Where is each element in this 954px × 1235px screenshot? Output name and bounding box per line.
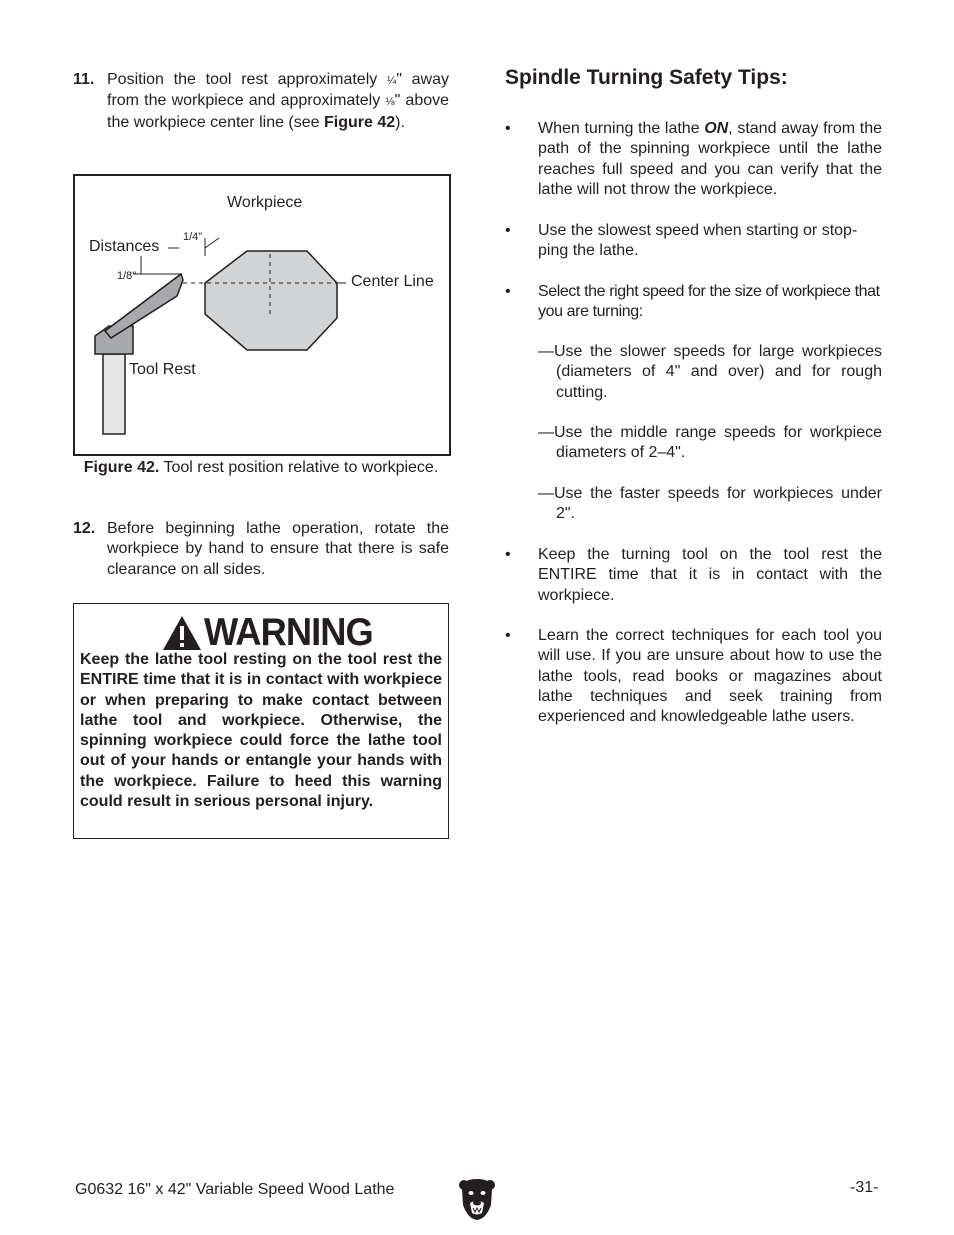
tip-text-part: When turning the lathe (538, 120, 705, 137)
bear-logo-icon (458, 1177, 496, 1226)
step-text: Before beginning lathe operation, rotate the workpiece by hand to ensure that there is safe clearance on all sides. (107, 520, 449, 578)
page-number: -31- (850, 1179, 879, 1196)
sub-tip: —Use the faster speeds for workpieces under 2". (538, 485, 882, 523)
workpiece-label: Workpiece (227, 194, 303, 211)
caption-label: Figure 42. (83, 459, 160, 476)
caption-text: Tool rest position relative to workpiece. (159, 459, 439, 476)
footer-model: G0632 16" x 42" Variable Speed Wood Lathe (75, 1181, 395, 1198)
bullet-icon: • (505, 222, 511, 239)
figure-42 (73, 174, 451, 456)
tool-rest-arm (105, 274, 183, 338)
bullet-icon: • (505, 627, 511, 644)
tip-bullet (505, 545, 882, 606)
figure-caption (73, 458, 449, 478)
sub-tip: —Use the middle range speeds for workpiece diameters of 2–4". (538, 424, 882, 462)
step-number: 11. (73, 71, 95, 88)
tip-text: Use the slowest speed when starting or stop-ping the lathe. (538, 222, 858, 260)
step-11 (73, 70, 449, 133)
step-text-part: " away from the workpiece and approximately (107, 71, 449, 110)
quarter-dim-tick (205, 238, 219, 248)
workpiece-octagon (205, 251, 337, 350)
tip-bullet (505, 282, 882, 323)
step-number: 12. (73, 520, 96, 537)
step-text-part: Position the tool rest approximately (107, 71, 388, 88)
on-emphasis: ON (704, 120, 729, 137)
bullet-icon: • (505, 546, 511, 563)
safety-tips-section (505, 66, 882, 90)
tool-rest-diagram (75, 176, 449, 454)
fraction-quarter: ¼ (387, 75, 397, 87)
tip-text: Learn the correct techniques for each tool you will use. If you are unsure about how to use the lathe tools, read books or magazines about lathe techniques and seek training from experienced and knowledgeable lathe users. (538, 627, 882, 726)
tip-text (538, 119, 882, 200)
tip-text: Keep the turning tool on the tool rest the ENTIRE time that it is in contact with the workpiece. (538, 546, 882, 604)
step-text-part: ). (395, 113, 405, 131)
step-12 (73, 519, 449, 580)
eighth-inch-label: 1/8" (117, 270, 137, 282)
center-line-label: Center Line (351, 273, 434, 290)
tip-text-part: , stand away from the path of the spinning workpiece until the lathe reaches full speed and you can verify that the lathe will not throw the workpiece. (538, 120, 882, 198)
warning-triangle-icon (162, 615, 202, 651)
tool-rest-post (103, 354, 125, 434)
quarter-inch-label: 1/4" (183, 231, 203, 243)
step-text-part: " above the workpiece center line (see (107, 92, 450, 131)
section-heading: Spindle Turning Safety Tips: (505, 66, 788, 89)
fraction-eighth: ⅛ (385, 96, 395, 109)
tip-bullet (505, 626, 882, 727)
distances-label: Distances (89, 238, 160, 255)
tip-text: Select the right speed for the size of workpiece that you are turning: (538, 283, 880, 321)
tool-rest-label: Tool Rest (129, 361, 196, 378)
warning-body: Keep the lathe tool resting on the tool rest the ENTIRE time that it is in contact with workpiece or when preparing to make contact between lathe tool and workpiece. Otherwise, the spinning workpiece could force the lathe tool out of your hands or entangle your hands with the workpiece. Failure to heed this warning could result in serious personal injury. (80, 651, 442, 811)
bullet-icon: • (505, 120, 511, 137)
tip-bullet (505, 221, 882, 262)
sub-tip: —Use the slower speeds for large workpieces (diameters of 4" and over) and for rough cutting. (538, 343, 882, 401)
tip-bullet (505, 119, 882, 200)
warning-title: WARNING (204, 611, 373, 654)
warning-box (73, 603, 449, 839)
figure-reference: Figure 42 (324, 113, 396, 131)
step-text (107, 70, 449, 133)
bullet-icon: • (505, 283, 511, 300)
